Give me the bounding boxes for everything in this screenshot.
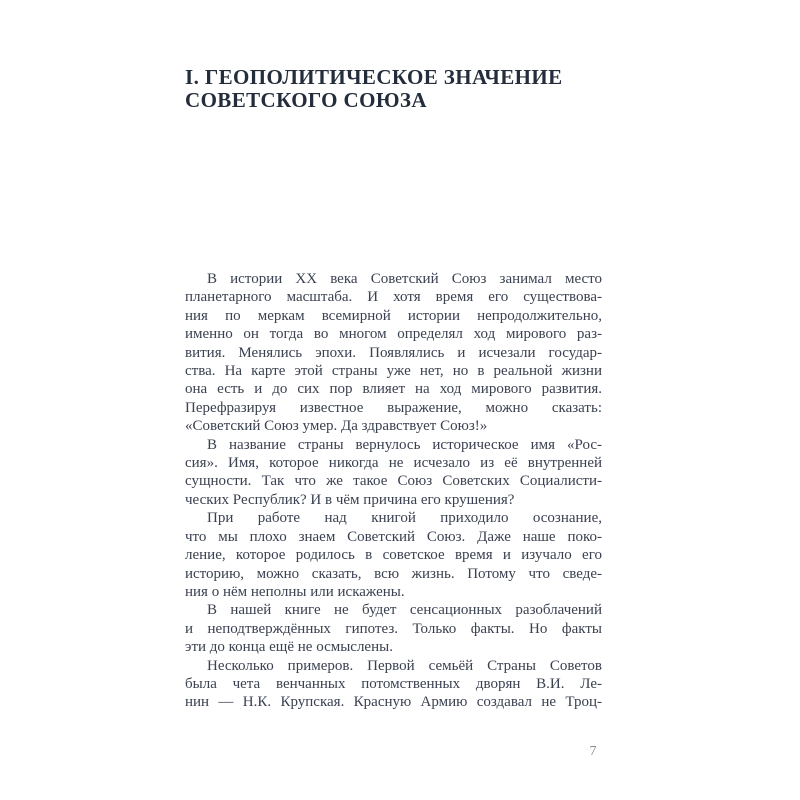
text-line: При работе над книгой приходило осознание, bbox=[207, 510, 602, 527]
text-line: вития. Менялись эпохи. Появлялись и исчезали государ- bbox=[185, 344, 602, 361]
paragraph bbox=[185, 436, 602, 510]
chapter-heading-line: I. ГЕОПОЛИТИЧЕСКОЕ ЗНАЧЕНИЕ bbox=[185, 65, 563, 89]
paragraph bbox=[185, 657, 602, 712]
text-line: сущности. Так что же такое Союз Советских Социалисти- bbox=[185, 473, 602, 490]
text-line: Перефразируя известное выражение, можно сказать: bbox=[185, 399, 602, 416]
text-line: ния по меркам всемирной истории непродолжительно, bbox=[185, 307, 602, 324]
text-line: ства. На карте этой страны уже нет, но в реальной жизни bbox=[185, 363, 602, 380]
paragraph bbox=[185, 270, 602, 436]
chapter-heading-line: СОВЕТСКОГО СОЮЗА bbox=[185, 88, 427, 112]
text-line: Несколько примеров. Первой семьёй Страны Советов bbox=[207, 657, 602, 674]
page-number: 7 bbox=[589, 744, 597, 759]
text-line: В название страны вернулось историческое имя «Рос- bbox=[207, 436, 602, 453]
text-line: что мы плохо знаем Советский Союз. Даже наше поко- bbox=[185, 528, 602, 545]
text-line: «Советский Союз умер. Да здравствует Союз!» bbox=[185, 418, 488, 435]
text-line: ление, которое родилось в советское время и изучало его bbox=[185, 547, 602, 564]
text-line: была чета венчанных потомственных дворян В.И. Ле- bbox=[185, 675, 602, 692]
text-line: историю, можно сказать, всю жизнь. Потому что сведе- bbox=[185, 565, 602, 582]
text-line: и неподтверждённых гипотез. Только факты. Но факты bbox=[185, 620, 602, 637]
paragraph bbox=[185, 509, 602, 601]
chapter-heading bbox=[185, 66, 615, 112]
text-line: именно он тогда во многом определял ход мирового раз- bbox=[185, 326, 602, 343]
text-line: ческих Республик? И в чём причина его крушения? bbox=[185, 491, 515, 508]
paragraph bbox=[185, 601, 602, 656]
body-text bbox=[185, 270, 602, 712]
text-line: нин — Н.К. Крупская. Красную Армию создавал не Троц- bbox=[185, 694, 602, 711]
text-line: планетарного масштаба. И хотя время его существова- bbox=[185, 289, 602, 306]
text-line: она есть и до сих пор влияет на ход мирового развития. bbox=[185, 381, 602, 398]
text-line: В нашей книге не будет сенсационных разоблачений bbox=[207, 602, 602, 619]
text-line: эти до конца ещё не осмыслены. bbox=[185, 639, 393, 656]
text-line: В истории XX века Советский Союз занимал место bbox=[207, 271, 602, 287]
text-line: сия». Имя, которое никогда не исчезало из её внутренней bbox=[185, 455, 602, 472]
text-line: ния о нём неполны или искажены. bbox=[185, 583, 405, 600]
